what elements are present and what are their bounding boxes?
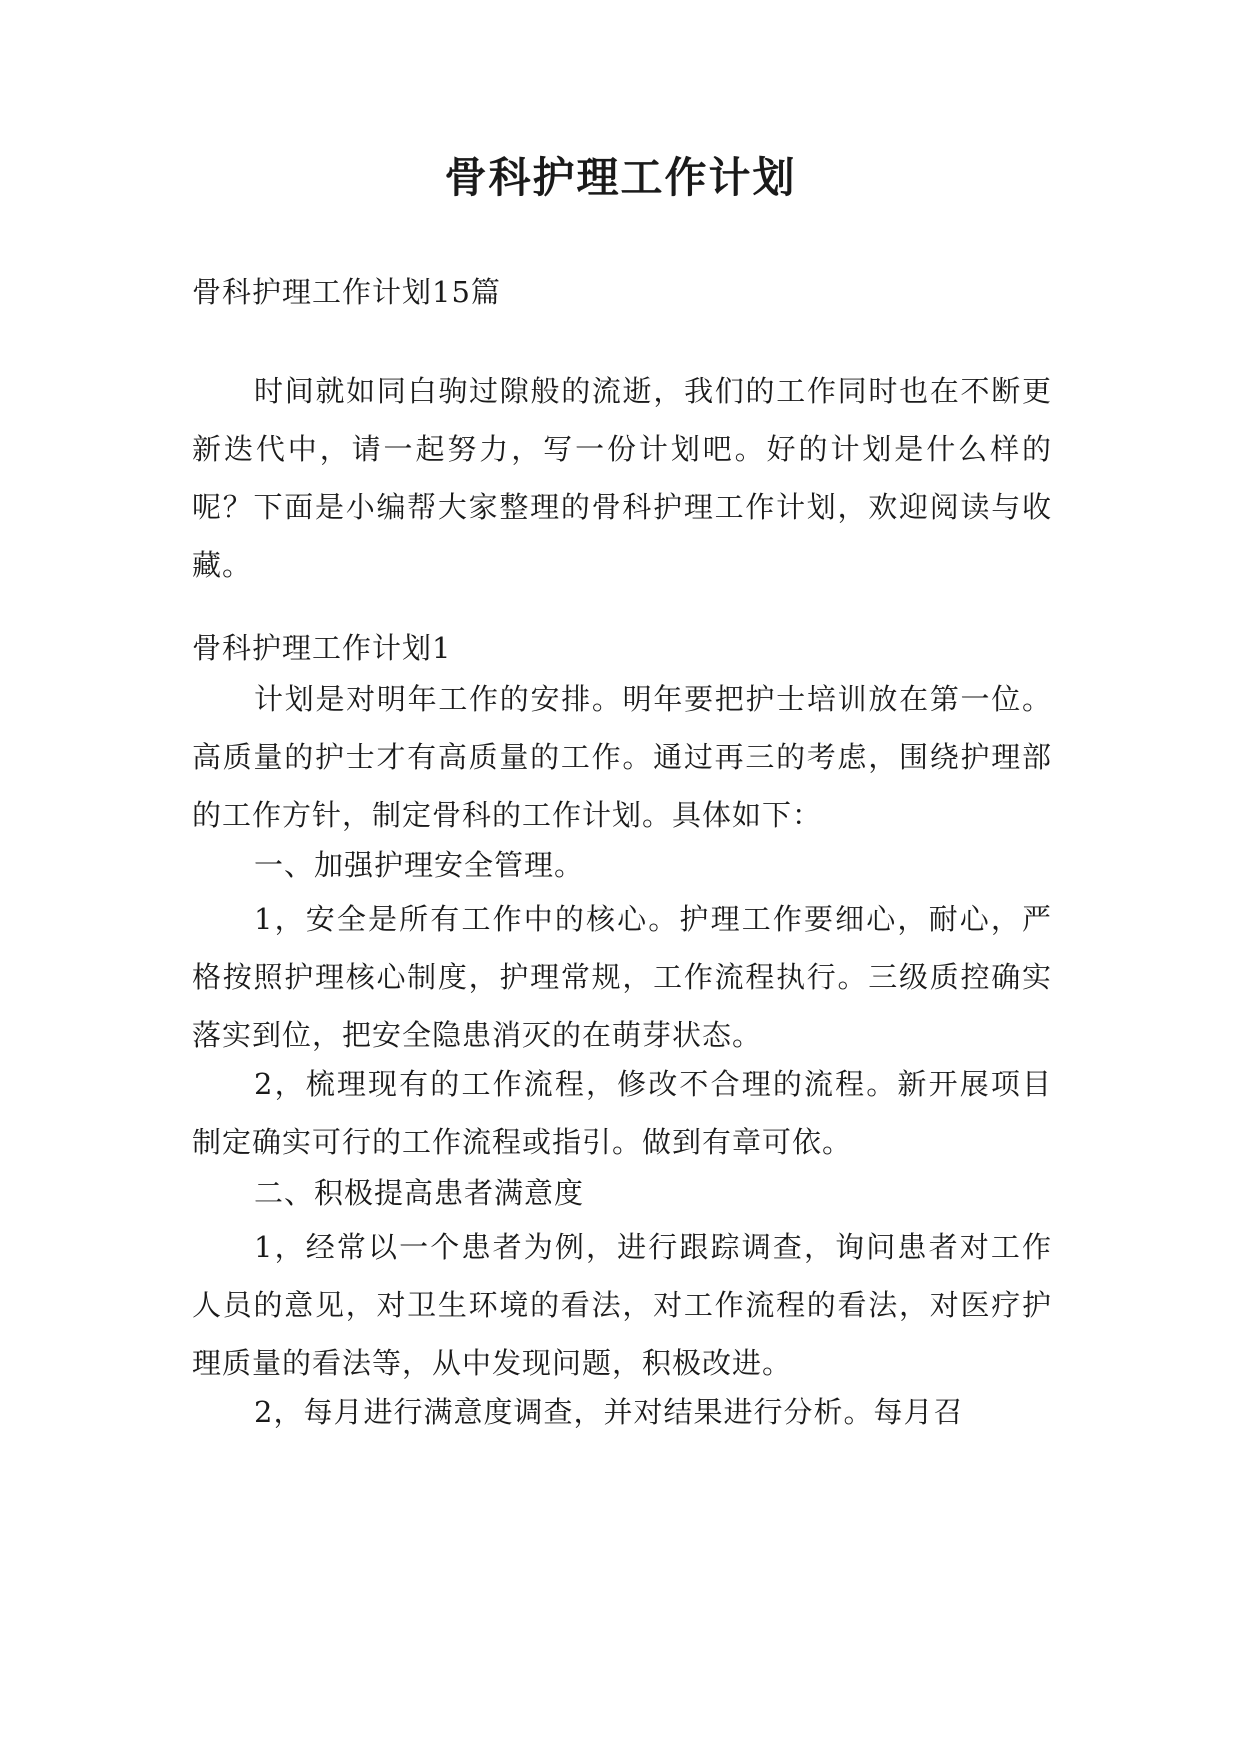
body-paragraph: 1，经常以一个患者为例，进行跟踪调查，询问患者对工作人员的意见，对卫生环境的看法，对工作流程的看法，对医疗护理质量的看法等，从中发现问题，积极改进。	[192, 1230, 1052, 1380]
document-title: 骨科护理工作计划	[444, 153, 797, 202]
body-paragraph: 2，每月进行满意度调查，并对结果进行分析。每月召	[254, 1395, 964, 1429]
body-paragraph: 计划是对明年工作的安排。明年要把护士培训放在第一位。高质量的护士才有高质量的工作。通过再三的考虑，围绕护理部的工作方针，制定骨科的工作计划。具体如下：	[192, 682, 1052, 832]
body-paragraph: 一、加强护理安全管理。	[254, 848, 585, 882]
body-paragraph: 1，安全是所有工作中的核心。护理工作要细心，耐心，严格按照护理核心制度，护理常规，工作流程执行。三级质控确实落实到位，把安全隐患消灭的在萌芽状态。	[192, 902, 1052, 1052]
body-paragraph: 2，梳理现有的工作流程，修改不合理的流程。新开展项目制定确实可行的工作流程或指引。做到有章可依。	[192, 1067, 1052, 1159]
section-heading: 骨科护理工作计划1	[192, 631, 452, 665]
body-paragraph: 二、积极提高患者满意度	[254, 1176, 585, 1210]
intro-paragraph: 时间就如同白驹过隙般的流逝，我们的工作同时也在不断更新迭代中，请一起努力，写一份计划吧。好的计划是什么样的呢？下面是小编帮大家整理的骨科护理工作计划，欢迎阅读与收藏。	[192, 374, 1052, 582]
document-subtitle: 骨科护理工作计划15篇	[192, 275, 501, 309]
